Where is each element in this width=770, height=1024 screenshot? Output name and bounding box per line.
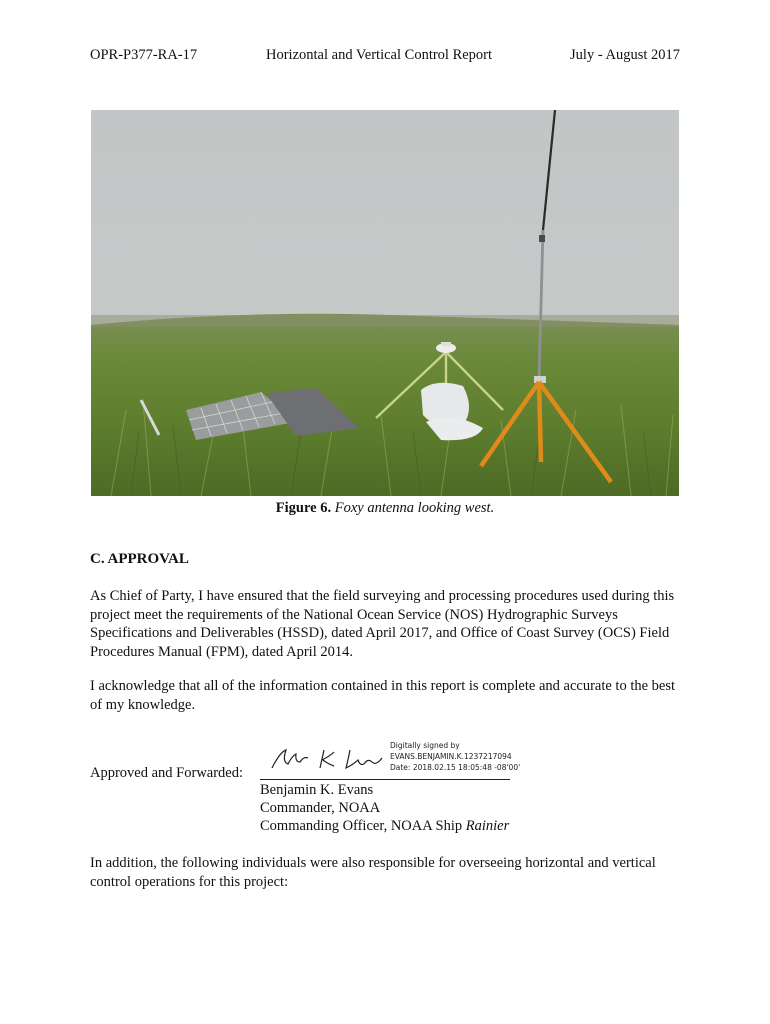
paragraph-additional-individuals: In addition, the following individuals were also responsible for overseeing horizontal and vertical control operations for this project: — [90, 855, 656, 890]
digital-signature-line1: Digitally signed by — [390, 741, 460, 750]
report-date-range: July - August 2017 — [570, 47, 680, 63]
figure-caption-text: Foxy antenna looking west. — [334, 500, 495, 516]
figure-caption — [0, 500, 770, 517]
signature-line — [260, 779, 510, 780]
figure-label: Figure 6. — [275, 500, 332, 516]
field-photo — [91, 110, 679, 496]
report-id: OPR-P377-RA-17 — [90, 47, 198, 63]
signer-title-prefix: Commanding Officer, NOAA Ship — [260, 818, 466, 834]
signer-title — [260, 818, 509, 835]
paragraph-chief-of-party: As Chief of Party, I have ensured that the field surveying and processing procedures used during this project meet the requirements of the National Ocean Service (NOS) Hydrographic Surveys Specifications and Deliverables (HSSD), dated April 2017, and Office of Coast Survey (OCS) Field Procedures Manual (FPM), dated April 2014. — [90, 588, 675, 660]
digital-signature-line3: Date: 2018.02.15 18:05:48 -08'00' — [390, 763, 521, 772]
digital-signature-line2: EVANS.BENJAMIN.K.1237217094 — [390, 752, 512, 761]
approved-forwarded-label: Approved and Forwarded: — [90, 765, 244, 781]
paragraph-acknowledgement: I acknowledge that all of the information contained in this report is complete and accurate to the best of my knowledge. — [90, 678, 676, 713]
digital-signature-block — [390, 740, 520, 773]
signer-ship-name: Rainier — [465, 818, 510, 834]
handwritten-signature — [268, 744, 386, 774]
signer-rank: Commander, NOAA — [260, 800, 381, 816]
section-heading: C. APPROVAL — [90, 551, 189, 567]
signer-name: Benjamin K. Evans — [260, 782, 374, 798]
report-title: Horizontal and Vertical Control Report — [266, 47, 493, 63]
